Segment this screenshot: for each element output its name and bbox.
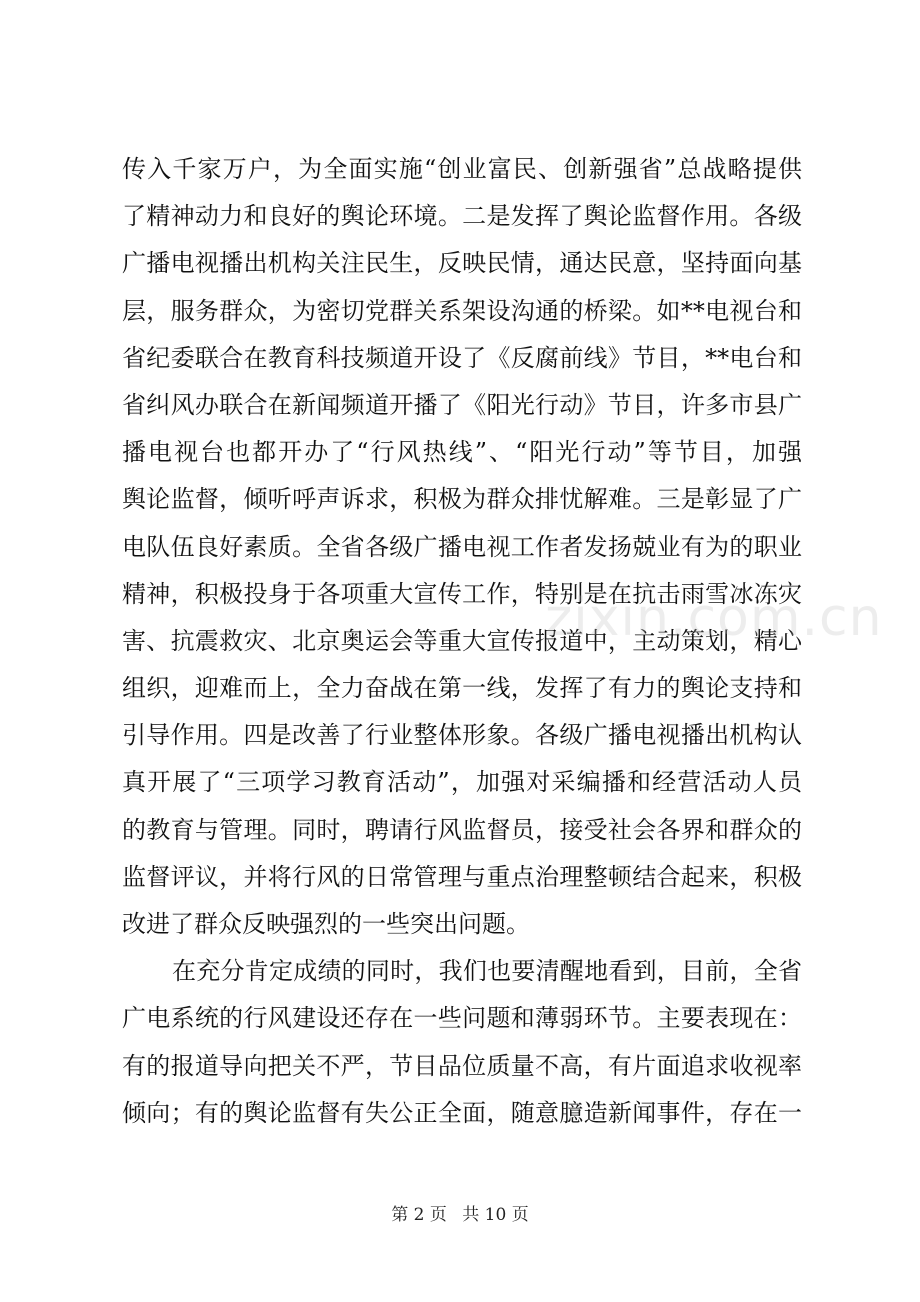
- text-line: 广播电视播出机构关注民生，反映民情，通达民意，坚持面向基: [122, 249, 802, 278]
- text-line: 舆论监督，倾听呼声诉求，积极为群众排忧解难。三是彰显了广: [122, 485, 802, 514]
- text-line: 精神，积极投身于各项重大宣传工作，特别是在抗击雨雪冰冻灾: [122, 579, 802, 608]
- text-line: 真开展了“三项学习教育活动”，加强对采编播和经营活动人员: [122, 768, 802, 797]
- text-line: 有的报道导向把关不严，节目品位质量不高，有片面追求收视率: [122, 1051, 802, 1080]
- text-line: 层，服务群众，为密切党群关系架设沟通的桥梁。如**电视台和: [122, 296, 802, 325]
- text-line: 电队伍良好素质。全省各级广播电视工作者发扬兢业有为的职业: [122, 532, 802, 561]
- text-line: 省纪委联合在教育科技频道开设了《反腐前线》节目，**电台和: [122, 343, 802, 372]
- page-total: 共 10 页: [462, 1205, 529, 1225]
- text-line: 了精神动力和良好的舆论环境。二是发挥了舆论监督作用。各级: [122, 202, 802, 231]
- text-line: 倾向；有的舆论监督有失公正全面，随意臆造新闻事件，存在一: [122, 1098, 802, 1127]
- text-line: 省纠风办联合在新闻频道开播了《阳光行动》节目，许多市县广: [122, 390, 802, 419]
- paragraph-first-line: 在充分肯定成绩的同时，我们也要清醒地看到，目前，全省: [172, 957, 802, 986]
- page-number: 第 2 页: [391, 1205, 447, 1225]
- text-line: 改进了群众反映强烈的一些突出问题。: [122, 910, 530, 938]
- body-text: [122, 146, 802, 1137]
- text-line: 组织，迎难而上，全力奋战在第一线，发挥了有力的舆论支持和: [122, 674, 802, 703]
- text-line: 播电视台也都开办了“行风热线”、“阳光行动”等节目，加强: [122, 438, 802, 467]
- page-footer: [0, 1200, 920, 1225]
- text-line: 引导作用。四是改善了行业整体形象。各级广播电视播出机构认: [122, 721, 802, 750]
- text-line: 传入千家万户，为全面实施“创业富民、创新强省”总战略提供: [122, 155, 802, 183]
- text-line: 监督评议，并将行风的日常管理与重点治理整顿结合起来，积极: [122, 862, 802, 891]
- text-line: 的教育与管理。同时，聘请行风监督员，接受社会各界和群众的: [122, 815, 802, 844]
- watermark: zixin.com.cn: [545, 588, 883, 648]
- text-line: 广电系统的行风建设还存在一些问题和薄弱环节。主要表现在：: [122, 1004, 802, 1033]
- text-line: 害、抗震救灾、北京奥运会等重大宣传报道中，主动策划，精心: [122, 626, 802, 655]
